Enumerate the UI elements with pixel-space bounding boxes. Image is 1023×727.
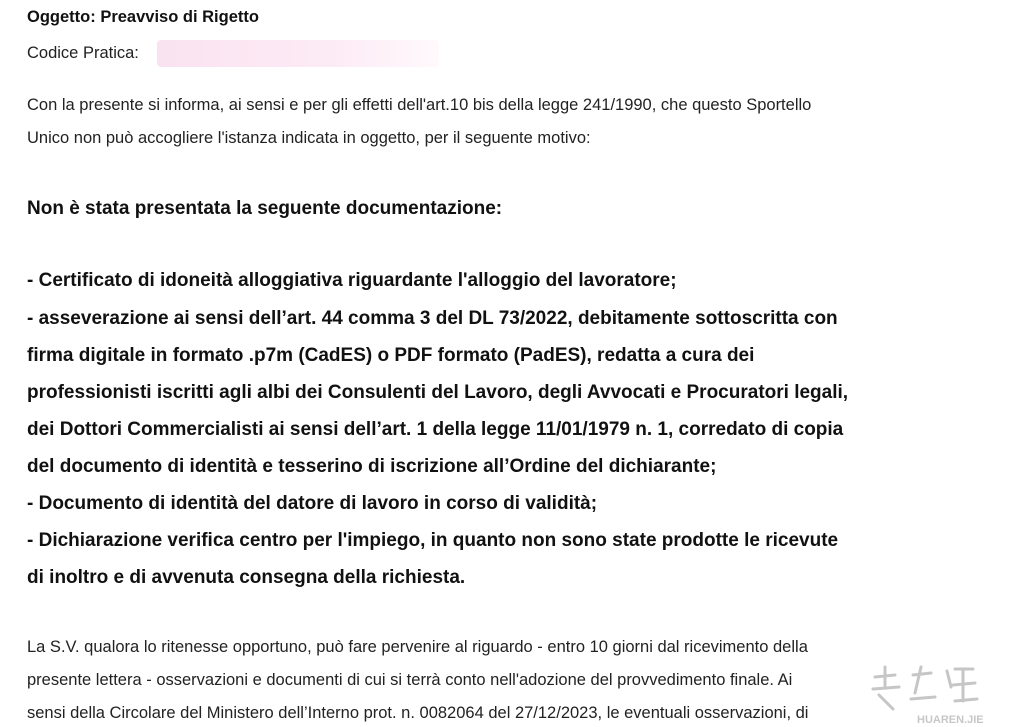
requirement-line-7: - Documento di identità del datore di lavoro in corso di validità; [27, 493, 598, 514]
requirement-line-2: - asseverazione ai sensi dell’art. 44 comma 3 del DL 73/2022, debitamente sottoscritta con [27, 308, 838, 329]
requirement-line-1: - Certificato di idoneità alloggiativa riguardante l'alloggio del lavoratore; [27, 270, 677, 291]
requirement-line-4: professionisti iscritti agli albi dei Consulenti del Lavoro, degli Avvocati e Procuratori legali, [27, 382, 849, 403]
closing-line-3: sensi della Circolare del Ministero dell’Interno prot. n. 0082064 del 27/12/2023, le eventuali osservazioni, di [27, 704, 809, 722]
intro-line-1: Con la presente si informa, ai sensi e per gli effetti dell'art.10 bis della legge 241/1990, che questo Sportello [27, 96, 812, 114]
requirement-line-3: firma digitale in formato .p7m (CadES) o PDF formato (PadES), redatta a cura dei [27, 345, 755, 366]
closing-line-2: presente lettera - osservazioni e documenti di cui si terrà conto nell'adozione del provvedimento finale. Ai [27, 671, 793, 689]
watermark-text: HUAREN.JIE [917, 714, 984, 726]
missing-docs-heading: Non è stata presentata la seguente documentazione: [27, 198, 503, 219]
practice-code-label: Codice Pratica: [27, 44, 139, 62]
subject-line: Oggetto: Preavviso di Rigetto [27, 8, 259, 26]
intro-line-2: Unico non può accogliere l'istanza indicata in oggetto, per il seguente motivo: [27, 129, 591, 147]
closing-line-1: La S.V. qualora lo ritenesse opportuno, può fare pervenire al riguardo - entro 10 giorni dal ricevimento della [27, 638, 808, 656]
redacted-practice-code [157, 40, 439, 67]
requirement-line-8: - Dichiarazione verifica centro per l'impiego, in quanto non sono state prodotte le ricevute [27, 530, 839, 551]
requirement-line-6: del documento di identità e tesserino di iscrizione all’Ordine del dichiarante; [27, 456, 717, 477]
watermark-logo [855, 657, 1005, 727]
requirement-line-9: di inoltro e di avvenuta consegna della richiesta. [27, 567, 466, 588]
requirement-line-5: dei Dottori Commercialisti ai sensi dell’art. 1 della legge 11/01/1979 n. 1, corredato di copia [27, 419, 844, 440]
